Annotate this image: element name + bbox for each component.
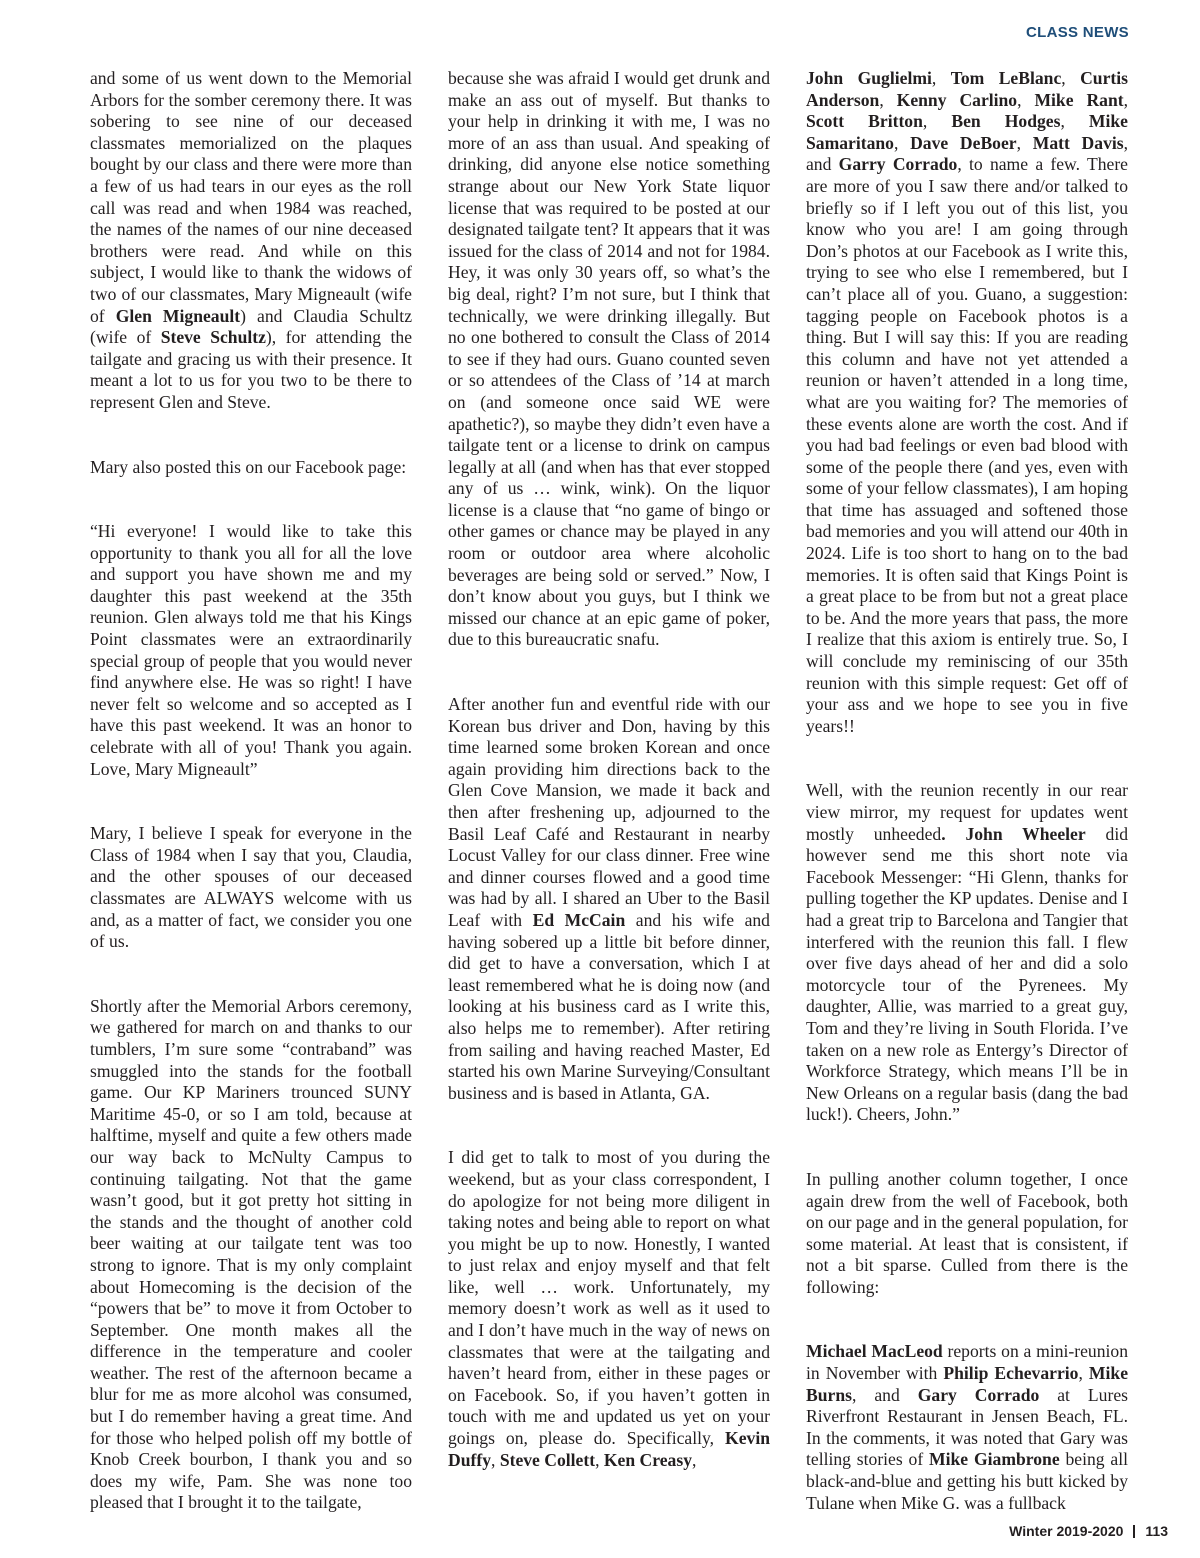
footer-divider bbox=[1133, 1525, 1135, 1538]
paragraph bbox=[90, 521, 412, 780]
name-highlight: Curtis Anderson bbox=[806, 68, 1128, 110]
text-run: “Hi everyone! I would like to take this opportunity to thank you all for all the love and support you have shown me and my daughter this past weekend at the 35th reunion. Glen always told me that his Kings Point classmates were an extraordinarily special group of people that you would never find anywhere else. He was so right! I have never felt so welcome and so accepted as I have this past weekend. It was an honor to celebrate with all of you! Thank you again. Love, Mary Migneault” bbox=[90, 521, 412, 779]
column-1 bbox=[90, 68, 412, 1557]
paragraph bbox=[448, 694, 770, 1104]
issue-label: Winter 2019-2020 bbox=[1009, 1523, 1124, 1539]
text-run: Mary also posted this on our Facebook page: bbox=[90, 456, 407, 477]
name-highlight: Ben Hodges bbox=[951, 111, 1061, 132]
text-run: reports on a mini-reunion in November with bbox=[806, 1341, 1128, 1384]
text-run: , bbox=[1060, 111, 1089, 132]
page-footer bbox=[1009, 1523, 1168, 1539]
text-run: , bbox=[1061, 68, 1081, 88]
paragraph bbox=[448, 68, 770, 651]
name-highlight: Kevin Duffy bbox=[448, 1428, 770, 1470]
name-highlight: Mike Rant bbox=[1034, 89, 1124, 110]
name-highlight: John Guglielmi bbox=[806, 68, 932, 88]
name-highlight: Ken Creasy bbox=[603, 1449, 692, 1470]
text-run: , bbox=[491, 1449, 500, 1470]
paragraph bbox=[806, 1169, 1128, 1299]
name-highlight: . John Wheeler bbox=[941, 823, 1086, 844]
name-highlight: Dave DeBoer bbox=[910, 132, 1017, 153]
name-highlight: Garry Corrado bbox=[838, 154, 958, 175]
text-run: Shortly after the Memorial Arbors ceremony, we gathered for march on and thanks to our tumblers, I’m sure some “contraband” was smuggled into the stands for the football game. Our KP Mariners trounced SUNY Maritime 45-0, or so I am told, because at halftime, myself and quite a few others made our way back to McNulty Campus to continuing tailgating. Not that the game wasn’t good, but it got pretty hot sitting in the stands and the thought of another cold beer waiting at our tailgate tent was too strong to ignore. That is my only complaint about Homecoming is the decision of the “powers that be” to move it from October to September. One month makes all the difference in the temperature and cooler weather. The rest of the afternoon became a blur for me as more alcohol was consumed, but I do remember having a great time. And for those who helped polish off my bottle of Knob Creek bourbon, I thank you and so does my wife, Pam. She was none too pleased that I brought it to the tailgate, bbox=[90, 995, 412, 1513]
page-number: 113 bbox=[1145, 1523, 1168, 1539]
name-highlight: Mike Giambrone bbox=[929, 1449, 1060, 1470]
name-highlight: Kenny Carlino bbox=[896, 89, 1018, 110]
text-run: , and bbox=[806, 132, 1129, 175]
paragraph bbox=[90, 996, 412, 1514]
text-run: Well, with the reunion recently in our rear view mirror, my request for updates went mostly unheeded bbox=[806, 780, 1128, 844]
column-3 bbox=[806, 68, 1128, 1557]
name-highlight: Scott Britton bbox=[806, 111, 923, 132]
text-run: , bbox=[879, 89, 897, 110]
name-highlight: Ed McCain bbox=[532, 909, 626, 930]
text-run: Mary, I believe I speak for everyone in the Class of 1984 when I say that you, Claudia, and the other spouses of our deceased classmates are ALWAYS welcome with us and, as a matter of fact, we consider you one of us. bbox=[90, 823, 412, 952]
text-run: because she was afraid I would get drunk and make an ass out of myself. But thanks to your help in drinking it with me, I was no more of an ass than usual. And speaking of drinking, did anyone else notice something strange about our New York State liquor license that was required to be posted at our designated tailgate tent? It appears that it was issued for the class of 2014 and not for 1984. Hey, it was only 30 years off, so what’s the big deal, right? I’m not sure, but I think that technically, we were drinking illegally. But no one bothered to consult the Class of 2014 to see if they had ours. Guano counted seven or so attendees of the Class of ’14 at march on (and someone once said WE were apathetic?), so maybe they didn’t even have a tailgate tent or a license to drink on campus legally at all (and when has that ever stopped any of us … wink, wink). On the liquor license is a clause that “no game of bingo or other games or chance may be played in any room or outdoor area where alcoholic beverages are being sold or served.” Now, I don’t know about you guys, but I think we missed our chance at an epic game of poker, due to this bureaucratic snafu. bbox=[448, 68, 770, 650]
name-highlight: Glen Migneault bbox=[115, 305, 241, 326]
text-run: being all black-and-blue and getting his butt kicked by Tulane when Mike G. was a fullback bbox=[806, 1449, 1128, 1513]
name-highlight: Mike Burns bbox=[806, 1363, 1129, 1405]
name-highlight: Steve Collett bbox=[499, 1449, 596, 1470]
paragraph bbox=[806, 780, 1128, 1126]
name-highlight: Michael MacLeod bbox=[806, 1341, 943, 1362]
paragraph bbox=[90, 457, 412, 479]
column-2 bbox=[448, 68, 770, 1514]
text-run: at Lures Riverfront Restaurant in Jensen Beach, FL. In the comments, it was noted that Gary was telling stories of bbox=[806, 1384, 1128, 1470]
text-run: , bbox=[1017, 89, 1035, 110]
paragraph bbox=[806, 1341, 1128, 1514]
text-run: , bbox=[931, 68, 951, 88]
text-run: did however send me this short note via Facebook Messenger: “Hi Glenn, thanks for pulling together the KP updates. Denise and I had a great trip to Barcelona and Tangier that interfered with the reunion this fall. I flew over five days ahead of her and did a solo motorcycle tour of the Pyrenees. My daughter, Allie, was married to a great guy, Tom and they’re living in South Florida. I’ve taken on a new role as Entergy’s Director of Workforce Strategy, which means I’ll be in New Orleans on a regular basis (dang the bad luck!). Cheers, John.” bbox=[806, 823, 1128, 1125]
text-run: , to name a few. There are more of you I saw there and/or talked to briefly so if I left you out of this list, you know who you are! I am going through Don’s photos at our Facebook as I write this, trying to see who else I remembered, but I can’t place all of you. Guano, a suggestion: tagging people on Facebook photos is a thing. But I will say this: If you are reading this column and have not yet attended a reunion or haven’t attended in a long time, what are you waiting for? The memories of these events alone are worth the cost. And if you had bad feelings or even bad blood with some of the people there (and yes, even with some of your fellow classmates), I am hoping that time has assuaged and softened those bad memories and you will attend our 40th in 2024. Life is too short to hang on to the bad memories. It is often said that Kings Point is a great place to be from but not a great place to be. And the more years that pass, the more I realize that this axiom is entirely true. So, I will conclude my reminiscing of our 35th reunion with this simple request: Get off of your ass and we hope to see you in five years!! bbox=[806, 154, 1128, 736]
text-run: ) and Claudia Schultz (wife of bbox=[90, 305, 412, 348]
name-highlight: Mike Samaritano bbox=[806, 111, 1128, 153]
text-run: After another fun and eventful ride with our Korean bus driver and Don, having by this time learned some broken Korean and once again providing him directions back to the Glen Cove Mansion, we made it back and then after freshening up, adjourned to the Basil Leaf Café and Restaurant in nearby Locust Valley for our class dinner. Free wine and dinner courses flowed and a good time was had by all. I shared an Uber to the Basil Leaf with bbox=[448, 694, 770, 930]
section-label: CLASS NEWS bbox=[1025, 24, 1129, 41]
text-run: , bbox=[692, 1449, 697, 1470]
text-run: , bbox=[922, 111, 952, 132]
paragraph bbox=[90, 823, 412, 953]
paragraph bbox=[90, 68, 412, 414]
name-highlight: Gary Corrado bbox=[917, 1384, 1040, 1405]
text-run: and some of us went down to the Memorial Arbors for the somber ceremony there. It was sobering to see nine of our deceased classmates memorialized on the plaques bought by our class and there were more than a few of us had tears in our eyes as the roll call was read and when 1984 was reached, the names of the names of our nine deceased brothers were read. And while on this subject, I would like to thank the widows of two of our classmates, Mary Migneault (wife of bbox=[90, 68, 412, 326]
name-highlight: Tom LeBlanc bbox=[950, 68, 1062, 88]
paragraph bbox=[806, 68, 1128, 737]
text-run: and his wife and having sobered up a little bit before dinner, did get to have a conversation, which I at least remembered what he is doing now (and looking at his business card as I write this, also helps me to remember). After retiring from sailing and having reached Master, Ed started his own Marine Surveying/Consultant business and is based in Atlanta, GA. bbox=[448, 909, 770, 1103]
text-run: ), for attending the tailgate and gracing us with their presence. It meant a lot to us for you two to be there to represent Glen and Steve. bbox=[90, 327, 413, 412]
text-run: , bbox=[893, 132, 911, 153]
text-run: I did get to talk to most of you during the weekend, but as your class correspondent, I do apologize for not being more diligent in taking notes and being able to report on what you might be up to now. Honestly, I wanted to just relax and enjoy myself and that felt like, well … work. Unfortunately, my memory doesn’t work as well as it used to and I don’t have much in the way of news on classmates that were at the tailgating and haven’t heard from, either in these pages or on Facebook. So, if you haven’t gotten in touch with me and updated us yet on your goings on, please do. Specifically, bbox=[448, 1147, 770, 1449]
text-run: , bbox=[1078, 1363, 1089, 1384]
name-highlight: Matt Davis bbox=[1032, 132, 1124, 153]
text-run: , and bbox=[851, 1384, 918, 1405]
text-run: , bbox=[595, 1449, 604, 1470]
paragraph bbox=[448, 1147, 770, 1471]
text-run: , bbox=[1123, 89, 1128, 110]
text-run: In pulling another column together, I once again drew from the well of Facebook, both on our page and in the general population, for some material. At least that is consistent, if not a bit sparse. Culled from there is the following: bbox=[806, 1168, 1128, 1297]
name-highlight: Philip Echevarrio bbox=[943, 1363, 1079, 1384]
name-highlight: Steve Schultz bbox=[160, 327, 266, 348]
text-run: , bbox=[1016, 132, 1033, 153]
